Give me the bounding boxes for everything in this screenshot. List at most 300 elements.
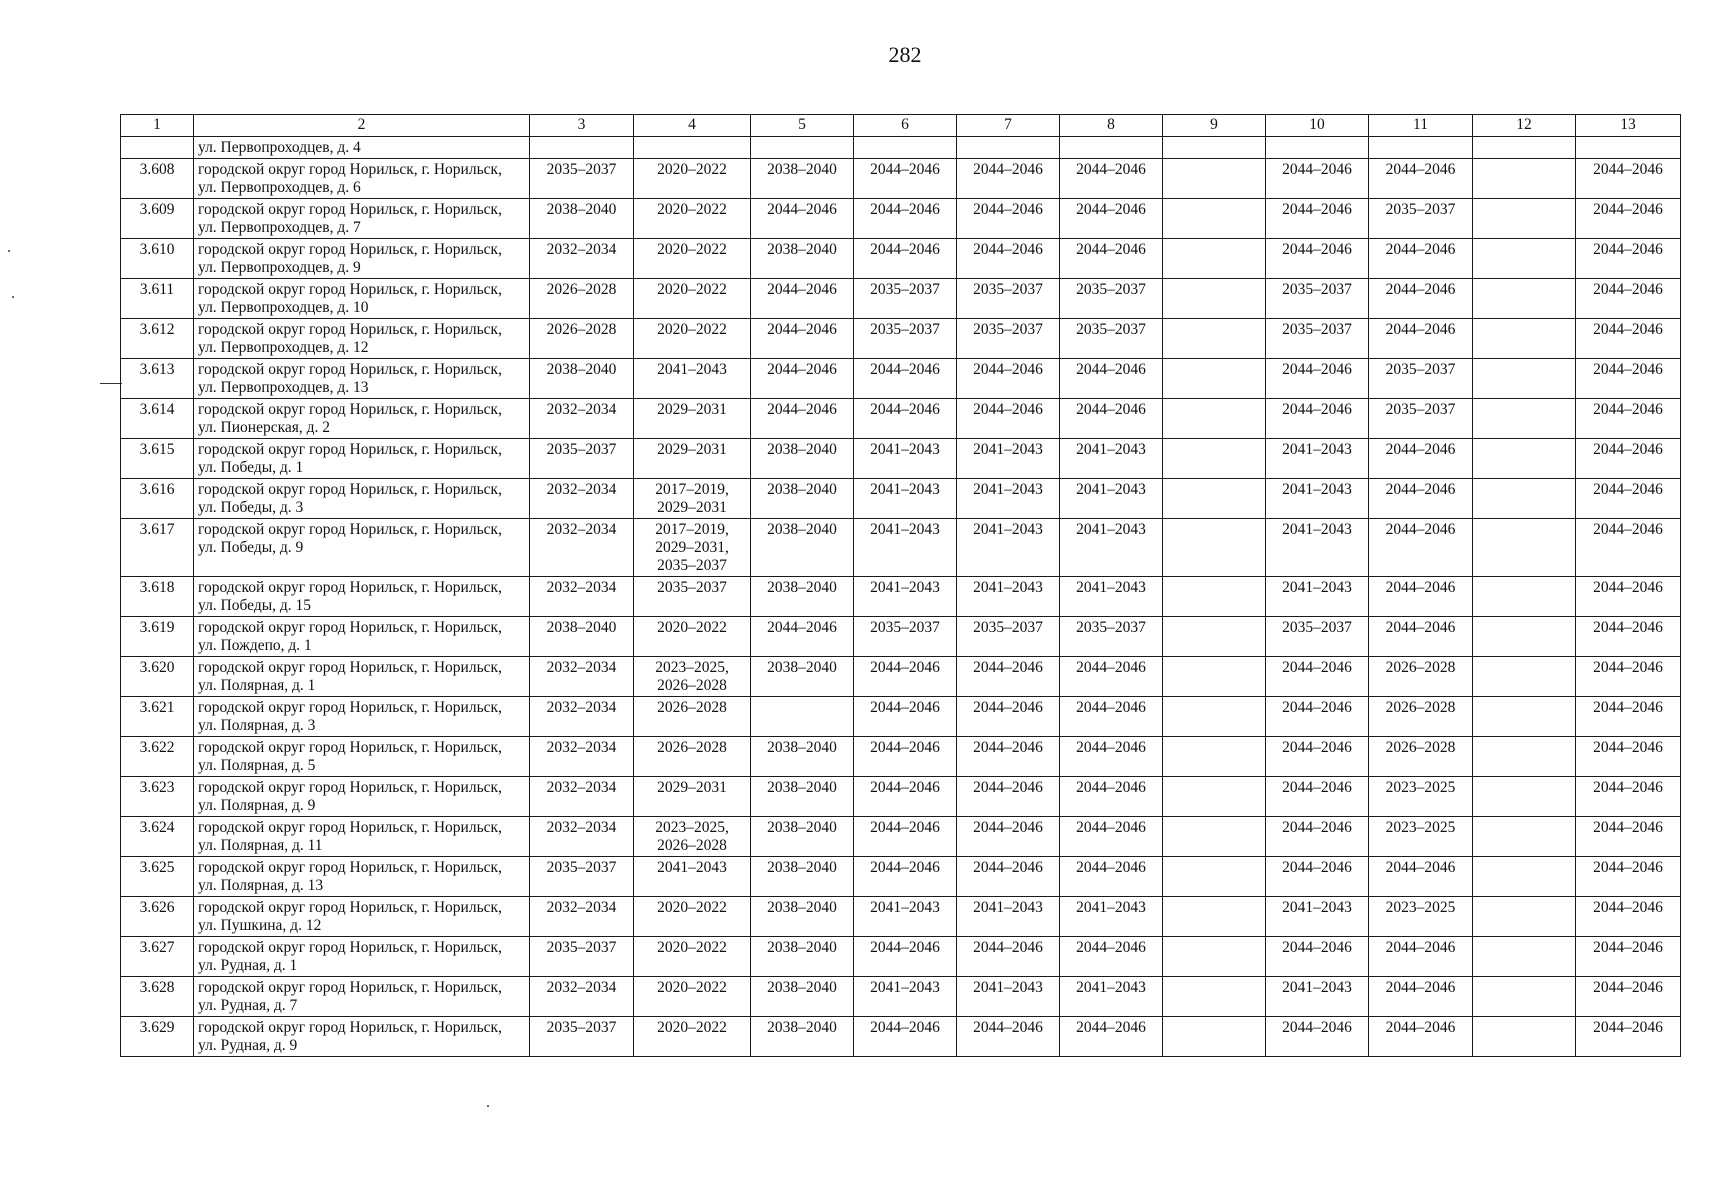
period-cell	[1266, 697, 1369, 737]
period-cell	[1369, 239, 1473, 279]
period-cell	[957, 697, 1060, 737]
period-value: 2044–2046	[1282, 739, 1352, 756]
period-cell	[530, 897, 634, 937]
period-cell	[1163, 439, 1266, 479]
column-header: 3	[530, 115, 634, 137]
period-cell	[1163, 479, 1266, 519]
period-value: 2044–2046	[1593, 579, 1663, 596]
period-value: 2044–2046	[1593, 521, 1663, 538]
period-cell	[751, 617, 854, 657]
period-cell	[751, 359, 854, 399]
period-value: 2044–2046	[767, 321, 837, 338]
period-value: 2044–2046	[1385, 979, 1456, 996]
period-value: 2023–2025	[1385, 819, 1456, 836]
period-value: 2044–2046	[1076, 1019, 1146, 1036]
address-cell	[194, 737, 530, 777]
address-line: ул. Первопроходцев, д. 12	[198, 339, 369, 356]
period-value: 2038–2040	[767, 481, 837, 498]
period-cell	[1060, 777, 1163, 817]
period-cell	[751, 777, 854, 817]
address-line: городской округ город Норильск, г. Норильск,	[198, 401, 502, 418]
period-value: 2044–2046	[1593, 281, 1663, 298]
period-value: 2035–2037	[973, 281, 1043, 298]
scan-artifact-dot	[487, 1105, 489, 1107]
period-cell	[854, 239, 957, 279]
period-value: 2044–2046	[1282, 401, 1352, 418]
period-value: 2032–2034	[546, 899, 617, 916]
period-value: 2035–2037	[657, 557, 727, 574]
period-value: 2032–2034	[546, 739, 617, 756]
period-value: 2035–2037	[1385, 201, 1456, 218]
address-line: ул. Первопроходцев, д. 13	[198, 379, 369, 396]
period-cell	[1576, 1017, 1681, 1057]
period-cell	[1266, 239, 1369, 279]
table-cell	[1576, 137, 1681, 159]
row-number: 3.610	[121, 239, 194, 279]
period-value: 2044–2046	[973, 779, 1043, 796]
period-value: 2044–2046	[1076, 699, 1146, 716]
period-value: 2020–2022	[657, 979, 727, 996]
table-row	[121, 897, 1681, 937]
period-cell	[751, 279, 854, 319]
period-cell	[1576, 697, 1681, 737]
period-cell	[1266, 159, 1369, 199]
period-cell	[530, 439, 634, 479]
period-cell	[1163, 279, 1266, 319]
scan-artifact-dot	[12, 296, 14, 298]
address-cell	[194, 657, 530, 697]
period-value: 2041–2043	[657, 859, 727, 876]
period-value: 2041–2043	[973, 441, 1043, 458]
address-line: городской округ город Норильск, г. Норильск,	[198, 321, 502, 338]
period-cell	[854, 439, 957, 479]
period-cell	[1163, 199, 1266, 239]
table-row	[121, 817, 1681, 857]
period-cell	[1473, 479, 1576, 519]
address-line: городской округ город Норильск, г. Норильск,	[198, 819, 502, 836]
period-value: 2044–2046	[1076, 859, 1146, 876]
period-cell	[1473, 577, 1576, 617]
column-header: 7	[957, 115, 1060, 137]
period-cell	[1060, 199, 1163, 239]
address-cell	[194, 977, 530, 1017]
table-row	[121, 279, 1681, 319]
period-cell	[1060, 577, 1163, 617]
period-cell	[530, 519, 634, 577]
period-value: 2020–2022	[657, 201, 727, 218]
period-cell	[530, 319, 634, 359]
period-cell	[957, 359, 1060, 399]
period-cell	[1576, 239, 1681, 279]
period-value: 2038–2040	[767, 779, 837, 796]
period-cell	[1576, 519, 1681, 577]
period-value: 2035–2037	[870, 281, 940, 298]
period-value: 2044–2046	[1593, 401, 1663, 418]
address-cell	[194, 199, 530, 239]
period-value: 2044–2046	[1593, 699, 1663, 716]
period-cell	[1266, 1017, 1369, 1057]
period-cell	[530, 479, 634, 519]
period-value: 2029–2031,	[655, 539, 729, 556]
period-cell	[854, 697, 957, 737]
row-number: 3.613	[121, 359, 194, 399]
period-value: 2044–2046	[973, 739, 1043, 756]
period-cell	[1473, 1017, 1576, 1057]
period-value: 2044–2046	[1593, 779, 1663, 796]
period-value: 2044–2046	[1385, 321, 1456, 338]
period-cell	[1369, 977, 1473, 1017]
period-cell	[1163, 857, 1266, 897]
address-cell	[194, 399, 530, 439]
period-cell	[530, 399, 634, 439]
period-value: 2044–2046	[1385, 441, 1456, 458]
period-value: 2044–2046	[1076, 819, 1146, 836]
period-value: 2044–2046	[1385, 481, 1456, 498]
address-cell	[194, 319, 530, 359]
period-value: 2029–2031	[657, 401, 727, 418]
period-value: 2044–2046	[870, 859, 940, 876]
address-line: ул. Первопроходцев, д. 6	[198, 179, 361, 196]
row-number: 3.615	[121, 439, 194, 479]
period-cell	[751, 657, 854, 697]
period-value: 2044–2046	[1076, 401, 1146, 418]
address-line: городской округ город Норильск, г. Норильск,	[198, 779, 502, 796]
period-cell	[634, 199, 751, 239]
period-cell	[854, 319, 957, 359]
period-cell	[1369, 159, 1473, 199]
table-cell	[1266, 137, 1369, 159]
period-cell	[1266, 519, 1369, 577]
period-value: 2026–2028	[1385, 699, 1456, 716]
address-cell	[194, 159, 530, 199]
period-cell	[751, 159, 854, 199]
period-value: 2044–2046	[767, 201, 837, 218]
period-cell	[957, 399, 1060, 439]
period-value: 2035–2037	[546, 859, 617, 876]
period-value: 2038–2040	[767, 521, 837, 538]
address-cell	[194, 857, 530, 897]
table-row	[121, 777, 1681, 817]
period-cell	[1369, 577, 1473, 617]
period-cell	[751, 857, 854, 897]
period-cell	[530, 857, 634, 897]
table-row	[121, 1017, 1681, 1057]
period-cell	[1576, 657, 1681, 697]
period-cell	[1060, 519, 1163, 577]
period-cell	[634, 577, 751, 617]
period-value: 2020–2022	[657, 899, 727, 916]
address-cell	[194, 519, 530, 577]
period-cell	[854, 897, 957, 937]
period-cell	[1576, 857, 1681, 897]
period-cell	[1266, 399, 1369, 439]
period-cell	[1473, 697, 1576, 737]
period-cell	[751, 479, 854, 519]
period-cell	[854, 1017, 957, 1057]
period-cell	[854, 279, 957, 319]
period-cell	[530, 239, 634, 279]
period-value: 2044–2046	[973, 1019, 1043, 1036]
period-cell	[1163, 657, 1266, 697]
period-cell	[634, 359, 751, 399]
period-cell	[530, 937, 634, 977]
table-cell	[957, 137, 1060, 159]
table-row	[121, 439, 1681, 479]
period-cell	[1473, 897, 1576, 937]
period-value: 2041–2043	[870, 579, 940, 596]
period-value: 2044–2046	[1385, 161, 1456, 178]
period-value: 2035–2037	[1076, 321, 1146, 338]
period-value: 2026–2028	[1385, 659, 1456, 676]
address-line: ул. Победы, д. 1	[198, 459, 304, 476]
period-value: 2023–2025	[1385, 899, 1456, 916]
period-value: 2044–2046	[973, 161, 1043, 178]
address-cell: ул. Первопроходцев, д. 4	[194, 137, 530, 159]
period-cell	[1369, 359, 1473, 399]
period-cell	[530, 199, 634, 239]
period-cell	[751, 239, 854, 279]
period-value: 2044–2046	[1282, 939, 1352, 956]
period-value: 2044–2046	[1385, 619, 1456, 636]
period-cell	[530, 977, 634, 1017]
row-number: 3.611	[121, 279, 194, 319]
period-cell	[1060, 857, 1163, 897]
period-cell	[1369, 897, 1473, 937]
period-cell	[1266, 657, 1369, 697]
period-value: 2041–2043	[1282, 899, 1352, 916]
period-value: 2032–2034	[546, 521, 617, 538]
period-value: 2044–2046	[767, 619, 837, 636]
period-cell	[1473, 399, 1576, 439]
period-cell	[1576, 399, 1681, 439]
period-value: 2044–2046	[870, 241, 940, 258]
period-cell	[1060, 937, 1163, 977]
period-cell	[634, 279, 751, 319]
period-value: 2041–2043	[870, 979, 940, 996]
period-cell	[1473, 239, 1576, 279]
period-cell	[1473, 737, 1576, 777]
period-cell	[1163, 617, 1266, 657]
period-cell	[1060, 439, 1163, 479]
period-cell	[751, 1017, 854, 1057]
period-value: 2026–2028	[657, 699, 727, 716]
period-value: 2026–2028	[657, 739, 727, 756]
period-value: 2035–2037	[1076, 619, 1146, 636]
period-value: 2044–2046	[870, 739, 940, 756]
period-cell	[854, 657, 957, 697]
period-value: 2023–2025,	[655, 819, 729, 836]
row-number: 3.612	[121, 319, 194, 359]
period-cell	[1163, 897, 1266, 937]
period-cell	[854, 977, 957, 1017]
column-header: 4	[634, 115, 751, 137]
period-value: 2035–2037	[870, 619, 940, 636]
address-line: городской округ город Норильск, г. Норильск,	[198, 521, 502, 538]
period-cell	[530, 657, 634, 697]
table-row	[121, 617, 1681, 657]
period-cell	[957, 159, 1060, 199]
column-number-header-row	[121, 115, 1681, 137]
table-body	[121, 137, 1681, 1057]
period-cell	[957, 857, 1060, 897]
period-value: 2044–2046	[1593, 321, 1663, 338]
column-header: 9	[1163, 115, 1266, 137]
period-value: 2044–2046	[1593, 241, 1663, 258]
period-value: 2032–2034	[546, 659, 617, 676]
period-value: 2035–2037	[657, 579, 727, 596]
period-cell	[751, 977, 854, 1017]
period-cell	[1163, 777, 1266, 817]
period-cell	[1473, 937, 1576, 977]
period-cell	[1369, 617, 1473, 657]
period-value: 2020–2022	[657, 161, 727, 178]
period-cell	[1060, 319, 1163, 359]
period-value: 2032–2034	[546, 579, 617, 596]
address-cell	[194, 897, 530, 937]
row-number: 3.614	[121, 399, 194, 439]
period-cell	[957, 657, 1060, 697]
period-value: 2044–2046	[973, 361, 1043, 378]
period-value: 2032–2034	[546, 481, 617, 498]
column-header: 11	[1369, 115, 1473, 137]
period-value: 2038–2040	[767, 939, 837, 956]
period-cell	[1060, 399, 1163, 439]
period-cell	[1060, 359, 1163, 399]
period-cell	[1163, 239, 1266, 279]
period-cell	[1163, 519, 1266, 577]
period-value: 2035–2037	[973, 321, 1043, 338]
period-value: 2044–2046	[1076, 361, 1146, 378]
address-line: городской округ город Норильск, г. Норильск,	[198, 619, 502, 636]
period-value: 2038–2040	[767, 899, 837, 916]
period-value: 2041–2043	[870, 441, 940, 458]
period-value: 2044–2046	[1282, 361, 1352, 378]
address-line: городской округ город Норильск, г. Норильск,	[198, 281, 502, 298]
period-cell	[1060, 1017, 1163, 1057]
period-value: 2044–2046	[767, 401, 837, 418]
row-number: 3.625	[121, 857, 194, 897]
table-row	[121, 319, 1681, 359]
table-cell	[530, 137, 634, 159]
period-value: 2044–2046	[870, 1019, 940, 1036]
period-cell	[1576, 479, 1681, 519]
address-line: городской округ город Норильск, г. Норильск,	[198, 241, 502, 258]
period-cell	[1060, 897, 1163, 937]
period-value: 2044–2046	[870, 779, 940, 796]
address-line: ул. Полярная, д. 9	[198, 797, 316, 814]
page-number: 282	[888, 42, 922, 67]
period-value: 2041–2043	[1282, 579, 1352, 596]
period-cell	[1576, 577, 1681, 617]
period-value: 2038–2040	[767, 739, 837, 756]
period-cell	[1369, 777, 1473, 817]
period-value: 2035–2037	[870, 321, 940, 338]
period-cell	[957, 439, 1060, 479]
period-cell	[1369, 697, 1473, 737]
period-value: 2044–2046	[767, 281, 837, 298]
period-value: 2044–2046	[1282, 779, 1352, 796]
table-row	[121, 657, 1681, 697]
period-value: 2035–2037	[1282, 619, 1352, 636]
table-row	[121, 519, 1681, 577]
period-cell	[854, 359, 957, 399]
row-number: 3.629	[121, 1017, 194, 1057]
period-cell	[854, 479, 957, 519]
period-cell	[854, 737, 957, 777]
period-cell	[1369, 319, 1473, 359]
row-number: 3.628	[121, 977, 194, 1017]
period-cell	[1266, 577, 1369, 617]
address-cell	[194, 697, 530, 737]
row-number: 3.609	[121, 199, 194, 239]
address-line: ул. Первопроходцев, д. 7	[198, 219, 361, 236]
period-value: 2044–2046	[1593, 659, 1663, 676]
period-value: 2044–2046	[1385, 241, 1456, 258]
period-value: 2020–2022	[657, 321, 727, 338]
period-cell	[1060, 279, 1163, 319]
period-value: 2044–2046	[870, 819, 940, 836]
period-value: 2044–2046	[1385, 859, 1456, 876]
address-cell	[194, 817, 530, 857]
period-cell	[957, 977, 1060, 1017]
period-value: 2035–2037	[546, 1019, 617, 1036]
period-value: 2041–2043	[973, 481, 1043, 498]
period-value: 2044–2046	[1076, 739, 1146, 756]
period-value: 2032–2034	[546, 779, 617, 796]
period-cell	[854, 777, 957, 817]
table-row	[121, 937, 1681, 977]
period-cell	[1576, 617, 1681, 657]
period-value: 2020–2022	[657, 619, 727, 636]
period-cell	[1266, 777, 1369, 817]
period-cell	[957, 479, 1060, 519]
period-cell	[957, 937, 1060, 977]
period-value: 2044–2046	[1076, 201, 1146, 218]
period-value: 2026–2028	[546, 321, 617, 338]
period-cell	[1473, 617, 1576, 657]
address-line: ул. Пушкина, д. 12	[198, 917, 322, 934]
period-cell	[1369, 399, 1473, 439]
period-value: 2029–2031	[657, 499, 727, 516]
row-number: 3.620	[121, 657, 194, 697]
address-cell	[194, 439, 530, 479]
period-value: 2041–2043	[1076, 579, 1146, 596]
period-value: 2026–2028	[657, 837, 727, 854]
period-cell	[957, 239, 1060, 279]
period-value: 2044–2046	[1076, 241, 1146, 258]
period-value: 2038–2040	[767, 979, 837, 996]
address-line: ул. Первопроходцев, д. 10	[198, 299, 369, 316]
column-header: 13	[1576, 115, 1681, 137]
row-number: 3.627	[121, 937, 194, 977]
period-cell	[1163, 399, 1266, 439]
address-cell	[194, 359, 530, 399]
period-value: 2044–2046	[1385, 579, 1456, 596]
period-value: 2044–2046	[1076, 161, 1146, 178]
period-value: 2044–2046	[1385, 1019, 1456, 1036]
period-cell	[1369, 937, 1473, 977]
period-value: 2044–2046	[1593, 361, 1663, 378]
period-cell	[1369, 199, 1473, 239]
period-cell	[1163, 977, 1266, 1017]
period-value: 2044–2046	[767, 361, 837, 378]
period-cell	[634, 439, 751, 479]
address-line: ул. Рудная, д. 7	[198, 997, 298, 1014]
period-value: 2029–2031	[657, 441, 727, 458]
period-cell	[1266, 977, 1369, 1017]
period-cell	[1576, 937, 1681, 977]
row-number: 3.616	[121, 479, 194, 519]
